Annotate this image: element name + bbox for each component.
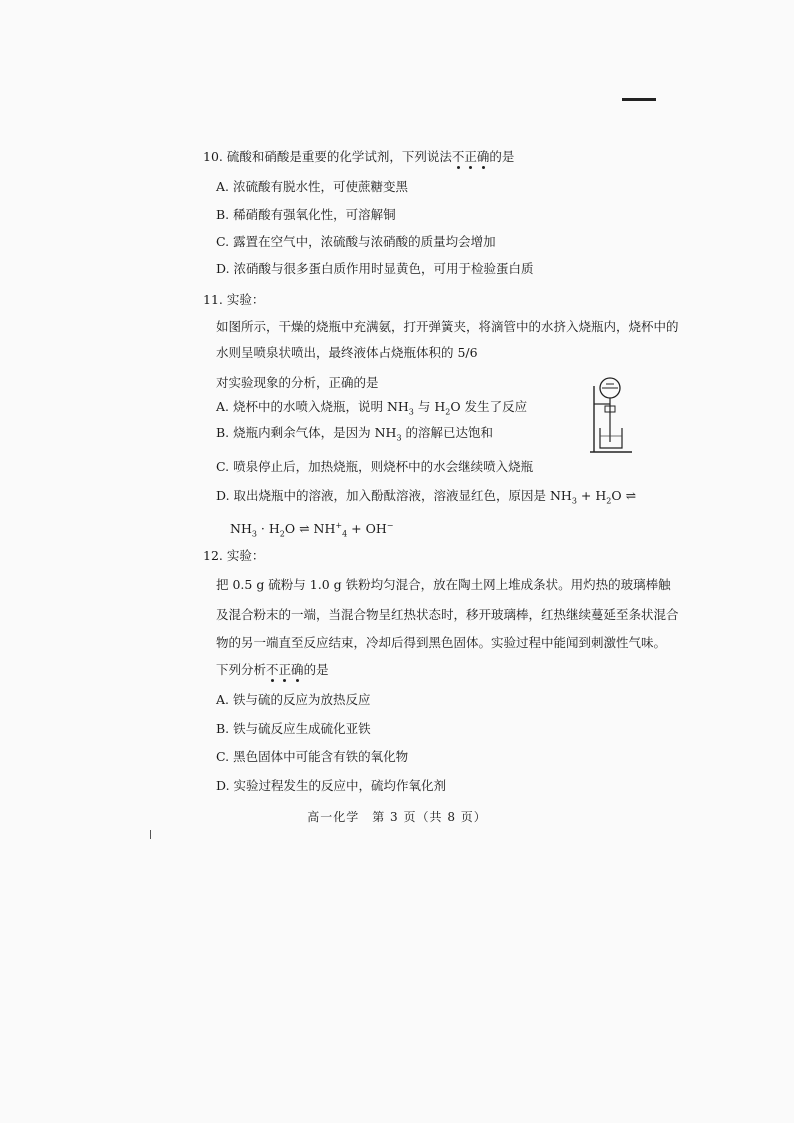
q12-desc-line3: 物的另一端直至反应结束，冷却后得到黑色固体。实验过程中能闻到刺激性气味。 (216, 635, 667, 650)
q11-option-c: C. 喷泉停止后，加热烧瓶，则烧杯中的水会继续喷入烧瓶 (216, 459, 534, 474)
q11-option-d-line1: D. 取出烧瓶中的溶液，加入酚酞溶液，溶液显红色，原因是 $NH_3 + H_2O$ ⇌ (216, 488, 637, 506)
fountain-apparatus-figure (588, 376, 634, 456)
q11-number: 11. 实验： (203, 292, 265, 307)
q10-option-a: A. 浓硫酸有脱水性，可使蔗糖变黑 (216, 179, 408, 194)
q11-prompt: 对实验现象的分析，正确的是 (216, 375, 379, 390)
q12-option-a: A. 铁与硫的反应为放热反应 (216, 692, 371, 707)
q12-option-d: D. 实验过程发生的反应中，硫均作氧化剂 (216, 778, 447, 793)
page-footer: 高一化学 第 3 页（共 8 页） (307, 810, 487, 824)
q12-option-c: C. 黑色固体中可能含有铁的氧化物 (216, 749, 409, 764)
q12-desc-line2: 及混合粉末的一端，当混合物呈红热状态时，移开玻璃棒，红热继续蔓延至条状混合 (216, 607, 679, 622)
q11-desc-line1: 如图所示，干燥的烧瓶中充满氨，打开弹簧夹，将滴管中的水挤入烧瓶内，烧杯中的 (216, 319, 679, 334)
q10-option-c: C. 露置在空气中，浓硫酸与浓硝酸的质量均会增加 (216, 234, 496, 249)
q12-prompt: 下列分析不正确的是 (216, 662, 329, 677)
q10-option-d: D. 浓硝酸与很多蛋白质作用时显黄色，可用于检验蛋白质 (216, 261, 534, 276)
header-rule (622, 98, 656, 101)
q11-option-b: B. 烧瓶内剩余气体，是因为 $NH_3$ 的溶解已达饱和 (216, 425, 494, 443)
q10-stem: 10. 硫酸和硝酸是重要的化学试剂，下列说法不正确的是 (203, 149, 515, 164)
scan-mark (150, 830, 151, 839)
q11-desc-line2: 水则呈喷泉状喷出，最终液体占烧瓶体积的 5/6 (216, 345, 478, 360)
q12-option-b: B. 铁与硫反应生成硫化亚铁 (216, 721, 371, 736)
q12-desc-line1: 把 0.5 g 硫粉与 1.0 g 铁粉均匀混合，放在陶土网上堆成条状。用灼热的玻璃棒触 (216, 577, 671, 592)
q11-option-a: A. 烧杯中的水喷入烧瓶，说明 $NH_3$ 与 $H_2O$ 发生了反应 (216, 399, 528, 417)
q12-number: 12. 实验： (203, 548, 265, 563)
q10-option-b: B. 稀硝酸有强氧化性，可溶解铜 (216, 207, 396, 222)
q11-option-d-line2: $NH_3 \cdot H_2O$ ⇌ $NH^+_4 + OH^-$ (230, 521, 394, 539)
